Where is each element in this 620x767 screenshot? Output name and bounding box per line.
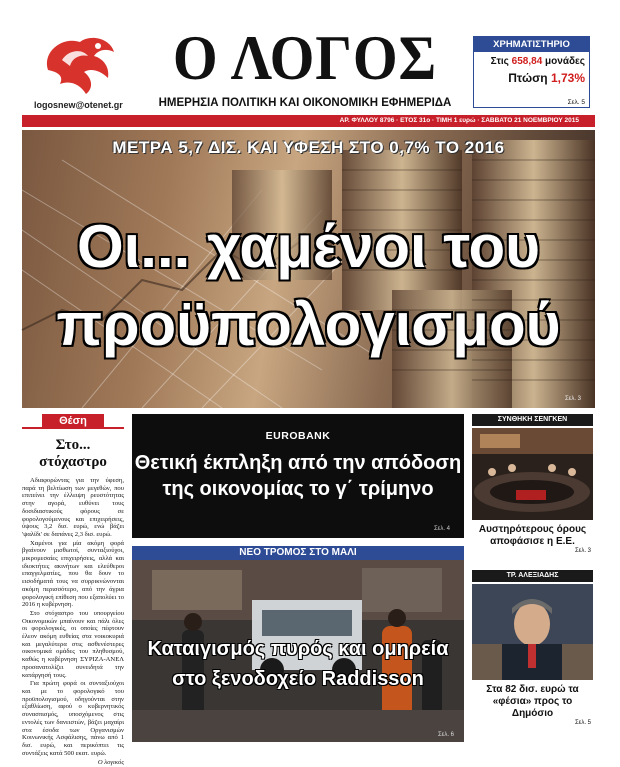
lead-story-headline-line2: προϋπολογισμού [56, 291, 561, 358]
eurobank-headline-line1: Θετική έκπληξη από την απόδοση [134, 452, 462, 474]
eurobank-page: Σελ. 4 [433, 526, 450, 532]
issue-info-bar: ΑΡ. ΦΥΛΛΟΥ 8796 · ΕΤΟΣ 31ο · ΤΙΜΗ 1 ευρώ · ΣΑΒΒΑΤΟ 21 ΝΟΕΜΒΡΙΟΥ 2015 [22, 115, 595, 127]
alexiadis-caption-line1: Στα 82 δισ. ευρώ τα [486, 684, 579, 695]
mali-page: Σελ. 6 [437, 732, 454, 738]
alexiadis-caption-line2: «φέσια» προς το Δημόσιο [492, 696, 573, 719]
opinion-paragraph: Χαμένοι για μία ακόμη φορά βγαίνουν μισθωτοί, συνταξιούχοι, μικρομεσαίες επιχειρήσεις, αλλά και ιδιοκτήτες ακινήτων και ελεύθεροι επαγγελματίες, που θα δουν το εισοδήματά τους να συρρικνώνονται ακόμη περισσότερο, από την άγρια φορολογική επίθεση που εξαπολύει το 2016 η κυβέρνηση. [22, 539, 124, 609]
opinion-paragraph: Στο στόχαστρο του υπουργείου Οικονομικών μπαίνουν και πάλι όλες οι φορολογικές, οι οποίες πέφτουν έλεον ακόμη ευθείας στα νοικοκυριά και μεγαλύτερα στις ασθενέστερες οικονομικά ομάδες του πληθυσμού, καθώς η κυβέρνηση ΣΥΡΙΖΑ-ΑΝΕΛ προσανατολίζει συνειδητά την κατάργησή τους. [22, 609, 124, 679]
schengen-caption-line1: Αυστηρότερους όρους [478, 524, 587, 535]
market-index-value: 658,84 [511, 56, 543, 67]
eurobank-story [132, 414, 464, 538]
lead-story-headline-line1: Οι... χαμένοι του [76, 213, 541, 280]
opinion-paragraph: Για πρώτη φορά οι συνταξιούχοι και με το φορολογικό του προϋπολογισμού, οδηγούνται στην εξαθλίωση, αφού ο κυβερνητικός συνασπισμός, υποσχόμενος στις εντολές των δανειστών, βάζει μαχαίρι στα έσοδα των Οργανισμών Κοινωνικής Ασφάλισης, πάνω από 1 δισ. ευρώ, και περικόπτει τις συντάξεις κατά 500 εκατ. ευρώ. [22, 680, 124, 757]
opinion-tag: Θέση [42, 414, 104, 428]
opinion-headline-line1: Στο... [55, 437, 91, 453]
alexiadis-page: Σελ. 5 [574, 720, 591, 726]
schengen-photo [472, 428, 593, 520]
opinion-paragraph: Αδιαφορώντας για την ύφεση, παρά τη βελτίωση των μεγεθών, που επιτείνει την έλλειψη ρευστότητας στην αγορά, ευθύνει τους δοσιδιαστικούς φόρους σε φορολογούμενους και επιχειρήσεις, ύψους 3,2 δισ. ευρώ, ενώ βάζει 'ψαλίδι' σε δαπάνες 2,3 δισ. ευρώ. [22, 477, 124, 538]
schengen-page: Σελ. 3 [574, 548, 591, 554]
opinion-column [22, 414, 124, 767]
phoenix-logo-icon [40, 30, 118, 96]
schengen-story [472, 414, 593, 574]
mali-kicker: ΝΕΟ ΤΡΟΜΟΣ ΣΤΟ ΜΑΛΙ [132, 546, 464, 560]
mali-headline-line2: στο ξενοδοχείο Raddisson [172, 668, 424, 690]
eurobank-kicker: EUROBANK [265, 430, 331, 442]
newspaper-subtitle: ΗΜΕΡΗΣΙΑ ΠΟΛΙΤΙΚΗ ΚΑΙ ΟΙΚΟΝΟΜΙΚΗ ΕΦΗΜΕΡΙΔΑ [158, 97, 452, 109]
eurobank-headline-line2: της οικονομίας το γ΄ τρίμηνο [162, 478, 434, 500]
lead-story-kicker: ΜΕΤΡΑ 5,7 ΔΙΣ. ΚΑΙ ΥΦΕΣΗ ΣΤΟ 0,7% ΤΟ 2016 [112, 138, 505, 157]
opinion-body [22, 477, 124, 767]
market-change-value: 1,73% [550, 71, 585, 85]
mali-headline-line1: Καταιγισμός πυρός και ομηρεία [147, 638, 449, 660]
alexiadis-story [472, 570, 593, 746]
market-change-line [474, 67, 589, 85]
opinion-signature: Ο λογικός [97, 759, 124, 767]
schengen-kicker: ΣΥΝΘΗΚΗ ΣΕΝΓΚΕΝ [472, 414, 593, 426]
newspaper-title: Ο ΛΟΓΟΣ [172, 22, 438, 93]
market-index-suffix: μονάδες [545, 56, 585, 67]
market-change-prefix: Πτώση [508, 71, 548, 85]
portrait-photo [472, 584, 593, 680]
contact-email: logosnew@otenet.gr [34, 100, 123, 110]
market-index-line [474, 52, 589, 67]
market-box-page: Σελ. 5 [567, 99, 585, 106]
alexiadis-photo [472, 584, 593, 680]
lead-story [22, 130, 595, 408]
alexiadis-kicker: ΤΡ. ΑΛΕΞΙΑΔΗΣ [472, 570, 593, 582]
opinion-headline-line2: στόχαστρο [39, 454, 107, 470]
market-index-prefix: Στις [490, 56, 509, 67]
stock-market-box [473, 36, 590, 108]
meeting-room-photo [472, 428, 593, 520]
schengen-caption-line2: αποφάσισε η Ε.Ε. [490, 536, 575, 547]
lead-story-page: Σελ. 3 [564, 396, 581, 402]
mali-story [132, 546, 464, 742]
market-box-header: ΧΡΗΜΑΤΙΣΤΗΡΙΟ [474, 37, 589, 52]
newspaper-logo [40, 30, 118, 96]
